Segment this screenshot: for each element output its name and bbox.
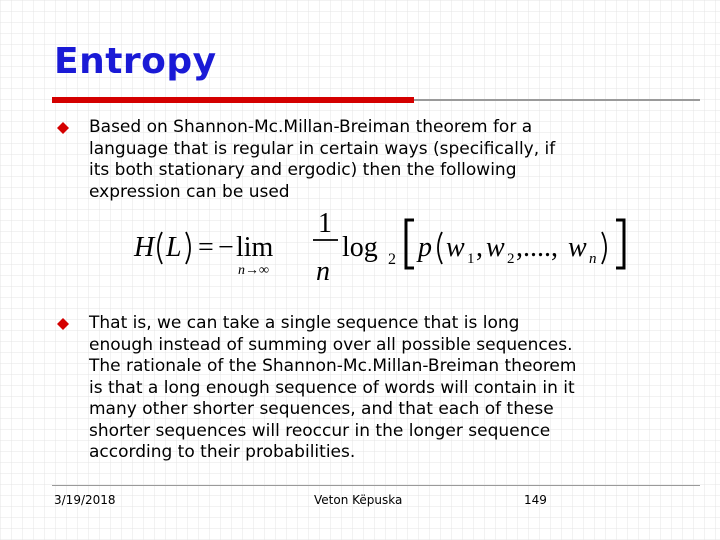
formula-sub2: 2 — [507, 251, 515, 267]
formula-p-left-paren — [438, 232, 442, 264]
formula-left-paren — [158, 232, 162, 264]
formula-w1: w — [446, 232, 465, 263]
formula-L: L — [166, 232, 182, 263]
bullet-2-line: is that a long enough sequence of words will contain in it — [89, 377, 575, 398]
formula-wn: w — [568, 232, 587, 263]
bullet-2-line: The rationale of the Shannon-Mc.Millan-Breiman theorem — [89, 356, 577, 376]
formula-minus: − — [218, 232, 234, 263]
footer-author: Veton Këpuska — [314, 493, 403, 507]
footer-page-number: 149 — [524, 493, 547, 507]
title-underline-gray — [414, 99, 700, 101]
bullet-1-line: Based on Shannon-Mc.Millan-Breiman theorem for a — [89, 117, 533, 137]
formula-p-right-paren — [602, 232, 606, 264]
formula-right-bracket — [616, 220, 624, 268]
formula-frac-denominator: n — [316, 256, 330, 286]
formula-lim-subscript: n→∞ — [238, 263, 269, 278]
formula-lim: lim — [236, 232, 274, 263]
formula-equals: = — [198, 232, 214, 263]
formula-log-base: 2 — [388, 251, 396, 268]
bullet-2-line: shorter sequences will reoccur in the longer sequence — [89, 420, 551, 441]
bullet-1-line: language that is regular in certain ways (specifically, if — [89, 138, 556, 159]
bullet-text-2 — [89, 313, 576, 464]
formula-comma: , — [476, 232, 483, 263]
bullet-2-line: many other shorter sequences, and that each of these — [89, 399, 554, 419]
formula-subn: n — [589, 251, 597, 267]
slide-title: Entropy — [54, 41, 217, 82]
formula-frac-numerator: 1 — [318, 208, 332, 239]
formula-w2: w — [486, 232, 505, 263]
bullet-1-line: expression can be used — [89, 181, 290, 202]
bullet-2-line: according to their probabilities. — [89, 442, 356, 462]
formula-p: p — [418, 232, 432, 263]
formula-log: log — [342, 232, 378, 263]
footer-rule — [52, 485, 700, 486]
bullet-text-1 — [89, 117, 555, 203]
bullet-2-line: That is, we can take a single sequence that is long — [89, 313, 520, 333]
footer-date: 3/19/2018 — [54, 493, 116, 507]
diamond-bullet-icon — [57, 318, 69, 330]
formula-dots: ,...., — [516, 232, 558, 263]
formula-right-paren — [186, 232, 190, 264]
title-underline-red — [52, 97, 414, 103]
formula-H: H — [134, 232, 155, 263]
formula-sub1: 1 — [467, 251, 475, 267]
bullet-1-line: its both stationary and ergodic) then the following — [89, 160, 517, 180]
diamond-bullet-icon — [57, 122, 69, 134]
entropy-formula — [130, 206, 650, 286]
formula-left-bracket — [406, 220, 414, 268]
bullet-2-line: enough instead of summing over all possible sequences. — [89, 334, 573, 355]
